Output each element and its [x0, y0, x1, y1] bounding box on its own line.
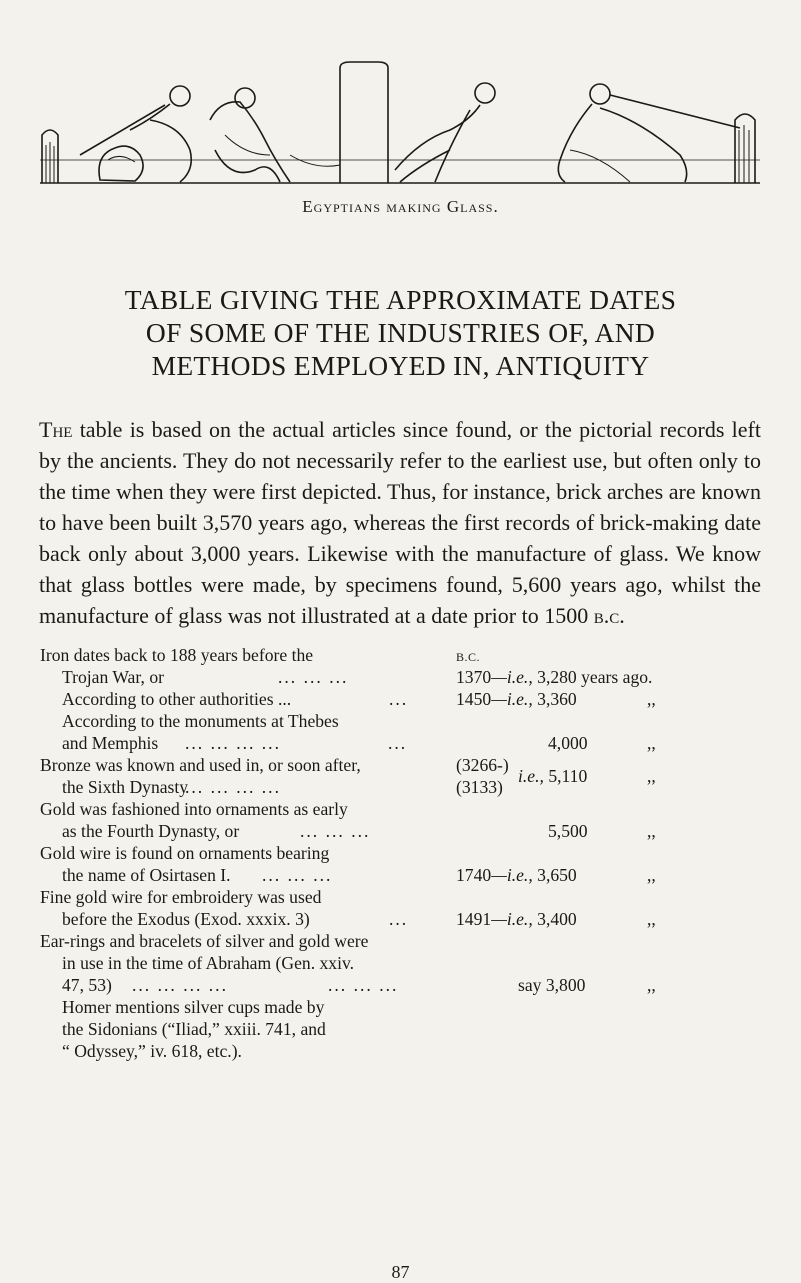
- table-row: Trojan War, or ... ... ... 1370—i.e., 3,280 years ago.: [62, 667, 653, 687]
- table-row: in use in the time of Abraham (Gen. xxiv.: [62, 953, 355, 973]
- table-row: According to the monuments at Thebes: [62, 711, 339, 731]
- egyptians-glass-illustration: [40, 60, 760, 185]
- table-row: Iron dates back to 188 years before the B.C.: [40, 644, 780, 666]
- table-row: the name of Osirtasen I. ... ... ... 1740—i.e., 3,650 ,,: [62, 865, 656, 885]
- intro-paragraph: The table is based on the actual articles since found, or the pictorial records left by the ancients. They do not necessarily refer to the earliest use, but often only to the time when they were first depicted. Thus, for instance, brick arches are known to have been built 3,570 years ago, whereas the first records of brick-making date back only about 3,000 years. Likewise with the manufacture of glass. We know that glass bottles were made, by specimens found, 5,600 years ago, whilst the manufacture of glass was not illustrated at a date prior to 1500 b.c.: [39, 417, 761, 628]
- illustration-caption: Egyptians making Glass.: [302, 197, 499, 216]
- table-row: the Sixth Dynasty ... ... ... ... (3133) i.e., 5,110 ,,: [62, 766, 656, 797]
- table-row: and Memphis ... ... ... ... ... 4,000 ,,: [62, 733, 656, 753]
- table-row: Fine gold wire for embroidery was used: [40, 887, 322, 907]
- title-line: TABLE GIVING THE APPROXIMATE DATES: [124, 284, 677, 315]
- table-row: Ear-rings and bracelets of silver and gold were: [40, 931, 369, 951]
- title-line: OF SOME OF THE INDUSTRIES OF, AND: [145, 317, 656, 348]
- table-row: Gold wire is found on ornaments bearing: [40, 843, 330, 863]
- page-title: [0, 283, 801, 382]
- table-row: According to other authorities ... ... 1450—i.e., 3,360 ,,: [62, 689, 656, 709]
- table-row: Homer mentions silver cups made by: [62, 997, 325, 1017]
- table-row: Gold was fashioned into ornaments as early: [40, 799, 348, 819]
- table-row: Bronze was known and used in, or soon after, (3266-): [40, 755, 509, 775]
- title-line: METHODS EMPLOYED IN, ANTIQUITY: [151, 350, 650, 381]
- table-row: the Sidonians (“Iliad,” xxiii. 741, and: [62, 1019, 326, 1039]
- page-number: 87: [391, 1262, 410, 1282]
- table-row: before the Exodus (Exod. xxxix. 3) ... 1491—i.e., 3,400 ,,: [62, 909, 656, 929]
- bc-header: B.C.: [456, 650, 481, 664]
- table-row: 47, 53) ... ... ... ... ... ... ... say 3,800 ,,: [62, 975, 656, 995]
- table-row: “ Odyssey,” iv. 618, etc.).: [62, 1041, 242, 1061]
- table-row: as the Fourth Dynasty, or ... ... ... 5,500 ,,: [62, 821, 656, 841]
